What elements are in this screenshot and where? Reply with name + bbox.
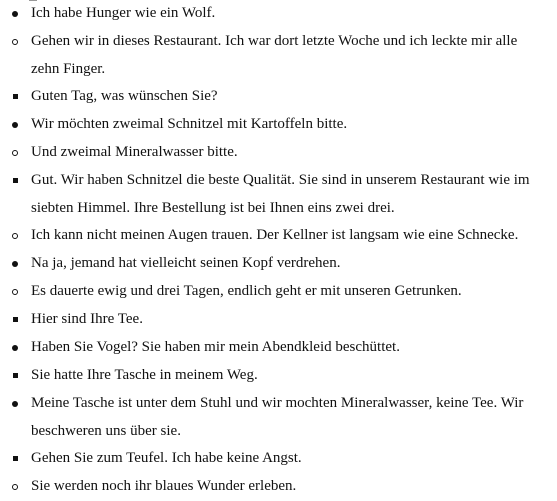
hollow-circle-bullet-icon [8, 278, 22, 306]
filled-circle-bullet-icon [8, 334, 22, 362]
list-item-text: Meine Tasche ist unter dem Stuhl und wir mochten Mineralwasser, keine Tee. Wir beschweren uns über sie. [31, 395, 524, 439]
list-item-text: Wir möchten zweimal Schnitzel mit Kartoffeln bitte. [31, 116, 348, 132]
list-item-text: Hier sind Ihre Tee. [31, 311, 143, 327]
list-item-text: Sie hatte Ihre Tasche in meinem Weg. [31, 367, 258, 383]
hollow-circle-bullet-icon [8, 473, 22, 501]
hollow-circle-bullet-icon [8, 28, 22, 56]
filled-circle-bullet-icon [8, 111, 22, 139]
hollow-circle-bullet-icon [8, 222, 22, 250]
list-item-text: Sie werden noch ihr blaues Wunder erleben. [31, 478, 297, 494]
square-bullet-icon [8, 167, 22, 195]
list-item-text: Es dauerte ewig und drei Tagen, endlich geht er mit unseren Getrunken. [31, 283, 462, 299]
list-item-text: Gehen Sie zum Teufel. Ich habe keine Angst. [31, 450, 302, 466]
filled-circle-bullet-icon [8, 0, 22, 28]
filled-circle-bullet-icon [8, 390, 22, 418]
filled-circle-bullet-icon [8, 250, 22, 278]
hollow-circle-bullet-icon [8, 139, 22, 167]
list-item-text: Ich habe Hunger wie ein Wolf. [31, 5, 216, 21]
square-bullet-icon [8, 83, 22, 111]
list-item-text: Haben Sie Vogel? Sie haben mir mein Abendkleid beschüttet. [31, 339, 400, 355]
list-item-text: Guten Tag, was wünschen Sie? [31, 88, 218, 104]
list-item-text: Gut. Wir haben Schnitzel die beste Qualität. Sie sind in unserem Restaurant wie im siebten Himmel. Ihre Bestellung ist bei Ihnen eins zwei drei. [31, 172, 530, 216]
square-bullet-icon [8, 306, 22, 334]
list-item-text: Na ja, jemand hat vielleicht seinen Kopf verdrehen. [31, 255, 341, 271]
list-item-text: Ich kann nicht meinen Augen trauen. Der Kellner ist langsam wie eine Schnecke. [31, 227, 519, 243]
square-bullet-icon [8, 362, 22, 390]
list-item-text: Gehen wir in dieses Restaurant. Ich war dort letzte Woche und ich leckte mir alle zehn Finger. [31, 33, 518, 77]
square-bullet-icon [8, 445, 22, 473]
list-item-text: Und zweimal Mineralwasser bitte. [31, 144, 238, 160]
